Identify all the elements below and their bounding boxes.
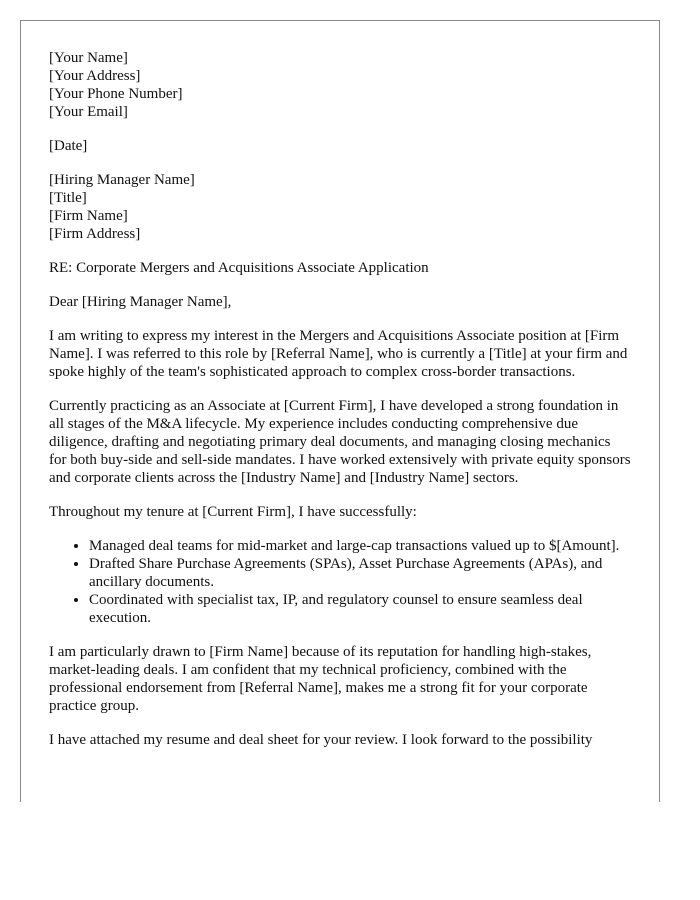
letter-content [21,21,659,749]
list-item: • Drafted Share Purchase Agreements (SPAs), Asset Purchase Agreements (APAs), and ancillary documents. [89,555,631,591]
body-paragraph-achievements-lead: Throughout my tenure at [Current Firm], I have successfully: [49,504,417,520]
salutation: Dear [Hiring Manager Name], [49,294,232,310]
date-block [49,137,631,155]
sender-address: [Your Address] [49,68,141,84]
recipient-title: [Title] [49,190,87,206]
body-paragraph-experience: Currently practicing as an Associate at [Current Firm], I have developed a strong foundation in all stages of the M&A lifecycle. My experience includes conducting comprehensive due diligence, drafting and negotiating primary deal documents, and managing closing mechanics for both buy-side and sell-side mandates. I have worked extensively with private equity sponsors and corporate clients across the [Industry Name] and [Industry Name] sectors. [49,398,631,486]
body-paragraph-intro: I am writing to express my interest in the Mergers and Acquisitions Associate position at [Firm Name]. I was referred to this role by [Referral Name], who is currently a [Title] at your firm and spoke highly of the team's sophisticated approach to complex cross-border transactions. [49,328,628,380]
recipient-firm: [Firm Name] [49,208,128,224]
sender-name: [Your Name] [49,50,128,66]
recipient-block [49,171,631,243]
sender-email: [Your Email] [49,104,128,120]
letter-date: [Date] [49,138,88,154]
letter-page [20,20,660,802]
recipient-address: [Firm Address] [49,226,141,242]
body-paragraph-fit: I am particularly drawn to [Firm Name] because of its reputation for handling high-stakes, market-leading deals. I am confident that my technical proficiency, combined with the professional endorsement from [Referral Name], makes me a strong fit for your corporate practice group. [49,644,592,714]
recipient-name: [Hiring Manager Name] [49,172,195,188]
list-item: • Coordinated with specialist tax, IP, and regulatory counsel to ensure seamless deal execution. [89,591,631,627]
achievements-list [49,537,631,627]
list-item: • Managed deal teams for mid-market and large-cap transactions valued up to $[Amount]. [89,537,631,555]
sender-block [49,49,631,121]
subject-line: RE: Corporate Mergers and Acquisitions Associate Application [49,260,429,276]
sender-phone: [Your Phone Number] [49,86,183,102]
body-paragraph-closing: I have attached my resume and deal sheet for your review. I look forward to the possibility [49,732,593,748]
